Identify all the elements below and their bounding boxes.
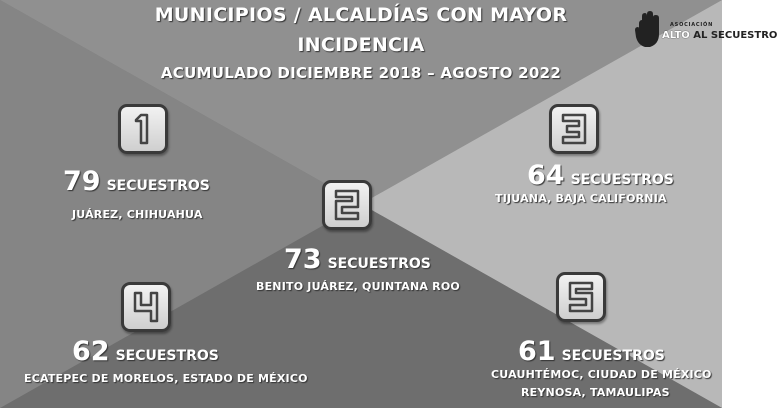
count-5-unit: SECUESTROS bbox=[561, 348, 665, 364]
count-2-number: 73 bbox=[284, 244, 322, 275]
count-5 bbox=[518, 336, 665, 367]
title-line-1: MUNICIPIOS / ALCALDÍAS CON MAYOR bbox=[154, 4, 568, 26]
count-3-number: 64 bbox=[527, 160, 565, 191]
rank-badge-2 bbox=[322, 180, 372, 230]
count-2-unit: SECUESTROS bbox=[327, 256, 431, 272]
logo-alto: ALTO bbox=[662, 30, 690, 41]
place-4: ECATEPEC DE MORELOS, ESTADO DE MÉXICO bbox=[24, 372, 308, 385]
count-4 bbox=[72, 336, 219, 367]
digit-4-icon bbox=[124, 285, 168, 329]
title-line-2: INCIDENCIA bbox=[297, 34, 425, 56]
place-2: BENITO JUÁREZ, QUINTANA ROO bbox=[256, 280, 460, 293]
rank-badge-1 bbox=[118, 104, 168, 154]
logo-small-text: ASOCIACIÓN bbox=[670, 22, 714, 28]
count-4-number: 62 bbox=[72, 336, 110, 367]
rank-badge-5 bbox=[556, 272, 606, 322]
count-1-unit: SECUESTROS bbox=[106, 178, 210, 194]
place-5-line-1: CUAUHTÉMOC, CIUDAD DE MÉXICO bbox=[491, 368, 712, 381]
logo-name-text: AL SECUESTRO bbox=[693, 30, 777, 41]
count-1-number: 79 bbox=[63, 166, 101, 197]
count-3-unit: SECUESTROS bbox=[570, 172, 674, 188]
place-3: TIJUANA, BAJA CALIFORNIA bbox=[495, 192, 667, 205]
count-1 bbox=[63, 166, 210, 197]
subtitle: ACUMULADO DICIEMBRE 2018 – AGOSTO 2022 bbox=[160, 64, 562, 82]
count-4-unit: SECUESTROS bbox=[115, 348, 219, 364]
place-1: JUÁREZ, CHIHUAHUA bbox=[72, 208, 203, 221]
digit-3-icon bbox=[552, 107, 596, 151]
count-2 bbox=[284, 244, 431, 275]
rank-badge-4 bbox=[121, 282, 171, 332]
logo bbox=[633, 10, 777, 50]
count-5-number: 61 bbox=[518, 336, 556, 367]
hand-icon bbox=[633, 10, 661, 50]
logo-name bbox=[662, 30, 777, 41]
rank-badge-3 bbox=[549, 104, 599, 154]
count-3 bbox=[527, 160, 674, 191]
digit-5-icon bbox=[559, 275, 603, 319]
place-5-line-2: REYNOSA, TAMAULIPAS bbox=[521, 386, 670, 399]
digit-2-icon bbox=[325, 183, 369, 227]
digit-1-icon bbox=[121, 107, 165, 151]
